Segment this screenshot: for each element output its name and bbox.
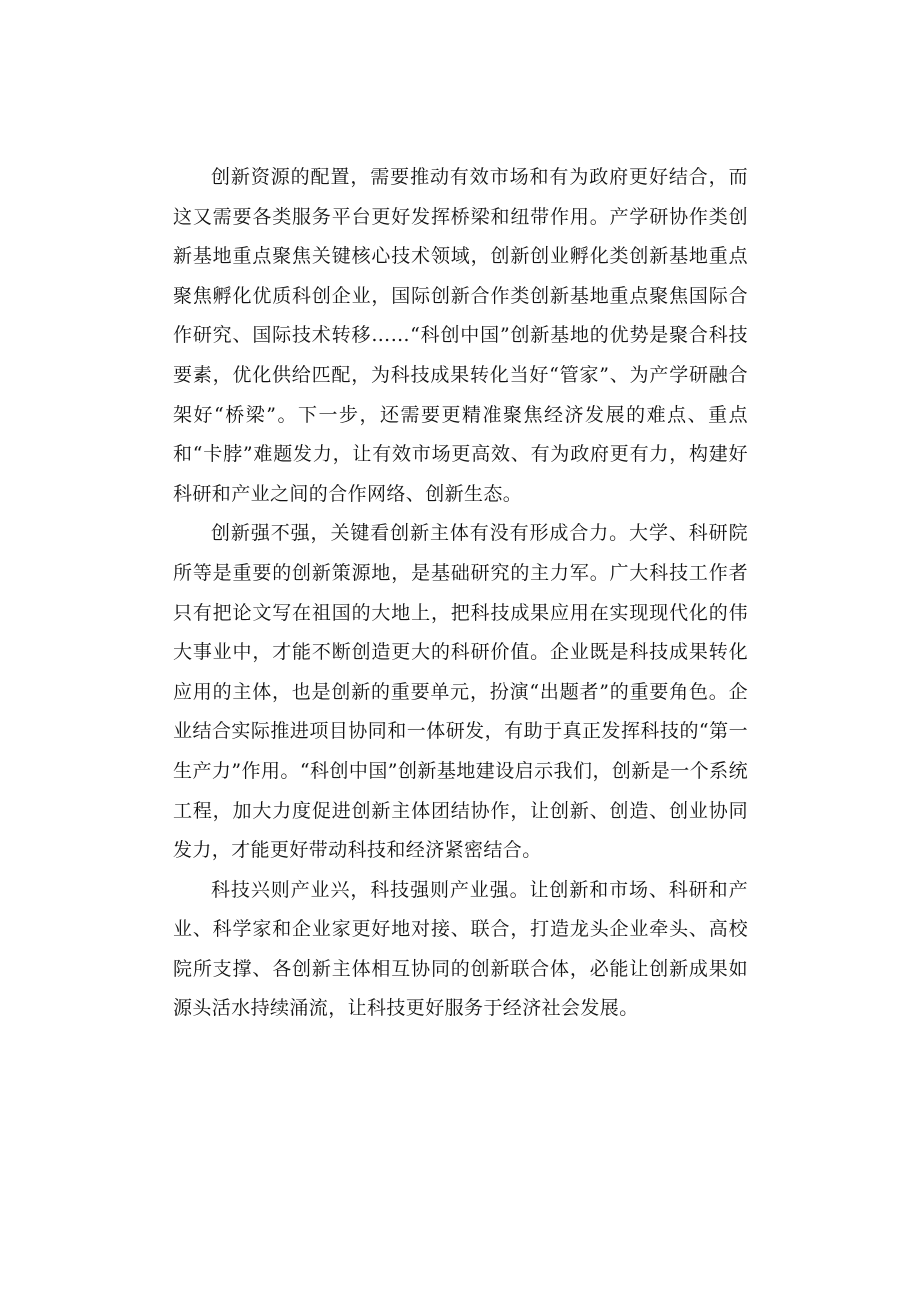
paragraph-innovation-entities: 创新强不强，关键看创新主体有没有形成合力。大学、科研院所等是重要的创新策源地，是基础研究的主力军。广大科技工作者只有把论文写在祖国的大地上，把科技成果应用在实现现代化的伟大事业中，才能不断创造更大的科研价值。企业既是科技成果转化应用的主体，也是创新的重要单元，扮演“出题者”的重要角色。企业结合实际推进项目协同和一体研发，有助于真正发挥科技的“第一生产力”作用。“科创中国”创新基地建设启示我们，创新是一个系统工程，加大力度促进创新主体团结协作，让创新、创造、创业协同发力，才能更好带动科技和经济紧密结合。 [173,522,748,862]
paragraph-technology-industry: 科技兴则产业兴，科技强则产业强。让创新和市场、科研和产业、科学家和企业家更好地对接、联合，打造龙头企业牵头、高校院所支撑、各创新主体相互协同的创新联合体，必能让创新成果如源头活水持续涌流，让科技更好服务于经济社会发展。 [173,878,748,1020]
paragraph-innovation-resources: 创新资源的配置，需要推动有效市场和有为政府更好结合，而这又需要各类服务平台更好发挥桥梁和纽带作用。产学研协作类创新基地重点聚焦关键核心技术领域，创新创业孵化类创新基地重点聚焦孵化优质科创企业，国际创新合作类创新基地重点聚焦国际合作研究、国际技术转移……“科创中国”创新基地的优势是聚合科技要素，优化供给匹配，为科技成果转化当好“管家”、为产学研融合架好“桥梁”。下一步，还需要更精准聚焦经济发展的难点、重点和“卡脖”难题发力，让有效市场更高效、有为政府更有力，构建好科研和产业之间的合作网络、创新生态。 [173,166,748,505]
document-body [173,158,748,1029]
